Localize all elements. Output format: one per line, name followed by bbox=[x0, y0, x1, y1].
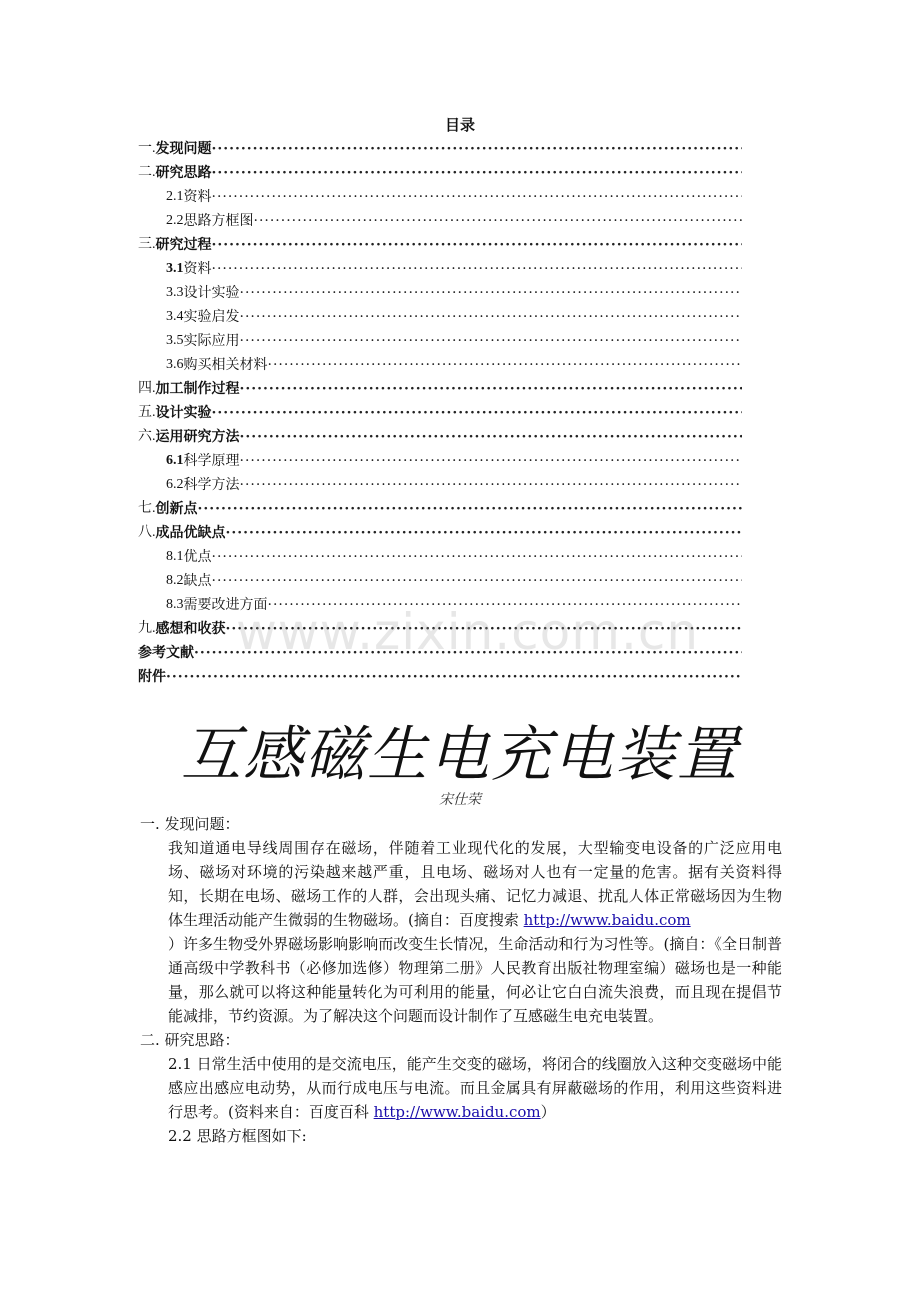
toc-entry[interactable] bbox=[138, 305, 742, 329]
toc-entry[interactable] bbox=[138, 329, 742, 353]
document-title: 互感磁生电充电装置 bbox=[181, 720, 739, 790]
section-2-paragraph bbox=[140, 1052, 782, 1124]
toc-entry[interactable] bbox=[138, 377, 742, 401]
toc-entry-label: 创新点 bbox=[155, 501, 198, 517]
toc-entry-number: 3.6 bbox=[166, 357, 184, 372]
toc-entry-label: 感想和收获 bbox=[155, 621, 226, 637]
toc-entry-number: 6.1 bbox=[166, 453, 184, 468]
toc-dot-leader bbox=[212, 137, 743, 161]
toc-entry-label: 资料 bbox=[183, 261, 212, 277]
toc-entry[interactable] bbox=[138, 425, 742, 449]
toc-dot-leader bbox=[240, 377, 743, 401]
toc-entry[interactable] bbox=[138, 521, 742, 545]
toc-entry-label: 设计实验 bbox=[155, 405, 212, 421]
baidu-link[interactable]: http://www.baidu.com bbox=[523, 911, 691, 929]
toc-entry-number: 6.2 bbox=[166, 477, 184, 492]
subsection-heading: 2.2 思路方框图如下: bbox=[168, 1127, 307, 1145]
toc-entry-number: 3.3 bbox=[166, 285, 184, 300]
toc-entry-number: 九. bbox=[138, 621, 156, 636]
toc-entry-number: 8.2 bbox=[166, 573, 184, 588]
baidu-baike-link[interactable]: http://www.baidu.com bbox=[373, 1103, 541, 1121]
toc-entry-number: 3.1 bbox=[166, 261, 184, 276]
toc-entry-label: 研究思路 bbox=[155, 165, 212, 181]
toc-entry-number: 四. bbox=[138, 381, 156, 396]
toc-entry-number: 八. bbox=[138, 525, 156, 540]
toc-dot-leader bbox=[268, 353, 743, 377]
toc-entry-label: 思路方框图 bbox=[183, 213, 254, 229]
toc-entry[interactable] bbox=[138, 257, 742, 281]
toc-entry[interactable] bbox=[138, 665, 742, 689]
toc-entry[interactable] bbox=[138, 185, 742, 209]
toc-entry[interactable] bbox=[138, 497, 742, 521]
toc-entry-number: 8.1 bbox=[166, 549, 184, 564]
toc-title: 目录 bbox=[444, 116, 475, 134]
toc-dot-leader bbox=[212, 161, 743, 185]
toc-entry[interactable] bbox=[138, 473, 742, 497]
toc-entry[interactable] bbox=[138, 353, 742, 377]
paragraph-text: ） bbox=[540, 1103, 556, 1121]
toc-entry[interactable] bbox=[138, 281, 742, 305]
toc-dot-leader bbox=[240, 473, 743, 497]
toc-entry-label: 运用研究方法 bbox=[155, 429, 240, 445]
toc-dot-leader bbox=[194, 641, 742, 665]
section-heading-1: 一. 发现问题： bbox=[140, 815, 240, 833]
toc-dot-leader bbox=[254, 209, 743, 233]
toc-entry-label: 成品优缺点 bbox=[155, 525, 226, 541]
toc-entry-label: 资料 bbox=[183, 189, 212, 205]
toc-entry-number: 一. bbox=[138, 141, 156, 156]
table-of-contents bbox=[138, 137, 742, 689]
watermark: www.zixin.com.cn bbox=[236, 603, 700, 661]
toc-entry-number: 七. bbox=[138, 501, 156, 516]
toc-entry-label: 加工制作过程 bbox=[155, 381, 240, 397]
toc-dot-leader bbox=[268, 593, 743, 617]
toc-entry-number: 2.1 bbox=[166, 189, 184, 204]
toc-entry[interactable] bbox=[138, 401, 742, 425]
toc-entry[interactable] bbox=[138, 641, 742, 665]
toc-entry-label: 缺点 bbox=[183, 573, 212, 589]
toc-entry[interactable] bbox=[138, 617, 742, 641]
toc-entry-label: 研究过程 bbox=[155, 237, 212, 253]
toc-entry[interactable] bbox=[138, 545, 742, 569]
toc-entry-number: 二. bbox=[138, 165, 156, 180]
toc-dot-leader bbox=[226, 521, 743, 545]
toc-entry-number: 2.2 bbox=[166, 213, 184, 228]
toc-entry[interactable] bbox=[138, 593, 742, 617]
toc-dot-leader bbox=[212, 185, 743, 209]
toc-entry-label: 优点 bbox=[183, 549, 212, 565]
toc-dot-leader bbox=[240, 329, 743, 353]
document-author: 宋仕荣 bbox=[439, 792, 481, 808]
toc-entry[interactable] bbox=[138, 137, 742, 161]
toc-dot-leader bbox=[212, 545, 743, 569]
toc-dot-leader bbox=[212, 401, 743, 425]
toc-entry-label: 购买相关材料 bbox=[183, 357, 268, 373]
document-body bbox=[140, 812, 782, 1148]
paragraph-text: 我知道通电导线周围存在磁场，伴随着工业现代化的发展，大型输变电设备的广泛应用电场、磁场对环境的污染越来越严重，且电场、磁场对人也有一定量的危害。据有关资料得知，长期在电场、磁场工作的人群，会出现头痛、记忆力减退、扰乱人体正常磁场因为生物体生理活动能产生微弱的生物磁场。(摘自：百度搜索 bbox=[168, 839, 782, 929]
toc-entry-label: 实验启发 bbox=[183, 309, 240, 325]
toc-dot-leader bbox=[212, 233, 743, 257]
toc-dot-leader bbox=[212, 257, 743, 281]
paragraph-text: ）许多生物受外界磁场影响影响而改变生长情况，生命活动和行为习性等。(摘自：《全日制普通高级中学教科书（必修加选修）物理第二册》人民教育出版社物理室编）磁场也是一种能量，那么就可以将这种能量转化为可利用的能量，何必让它白白流失浪费，而且现在提倡节能减排，节约资源。为了解决这个问题而设计制作了互感磁生电充电装置。 bbox=[168, 935, 782, 1025]
toc-dot-leader bbox=[166, 665, 742, 689]
toc-entry-label: 设计实验 bbox=[183, 285, 240, 301]
toc-entry-number: 8.3 bbox=[166, 597, 184, 612]
toc-entry-number: 六. bbox=[138, 429, 156, 444]
toc-entry-label: 发现问题 bbox=[155, 141, 212, 157]
toc-entry-label: 实际应用 bbox=[183, 333, 240, 349]
toc-entry-label: 附件 bbox=[138, 669, 166, 685]
toc-entry[interactable] bbox=[138, 161, 742, 185]
toc-dot-leader bbox=[240, 305, 743, 329]
toc-dot-leader bbox=[226, 617, 743, 641]
toc-entry[interactable] bbox=[138, 233, 742, 257]
toc-entry-number: 五. bbox=[138, 405, 156, 420]
toc-entry[interactable] bbox=[138, 569, 742, 593]
toc-entry[interactable] bbox=[138, 209, 742, 233]
toc-entry-label: 需要改进方面 bbox=[183, 597, 268, 613]
section-heading-2: 二. 研究思路： bbox=[140, 1031, 240, 1049]
toc-entry-number: 3.5 bbox=[166, 333, 184, 348]
toc-entry-number: 3.4 bbox=[166, 309, 184, 324]
paragraph-text: 2.1 日常生活中使用的是交流电压，能产生交变的磁场，将闭合的线圈放入这种交变磁场中能感应出感应电动势，从而行成电压与电流。而且金属具有屏蔽磁场的作用，利用这些资料进行思考。(资料来自：百度百科 bbox=[168, 1055, 782, 1121]
toc-dot-leader bbox=[240, 281, 743, 305]
toc-entry[interactable] bbox=[138, 449, 742, 473]
toc-dot-leader bbox=[240, 449, 743, 473]
toc-dot-leader bbox=[212, 569, 743, 593]
toc-dot-leader bbox=[198, 497, 743, 521]
toc-entry-label: 参考文献 bbox=[138, 645, 194, 661]
section-1-paragraph bbox=[140, 836, 782, 1028]
toc-entry-label: 科学方法 bbox=[183, 477, 240, 493]
toc-entry-number: 三. bbox=[138, 237, 156, 252]
toc-dot-leader bbox=[240, 425, 743, 449]
toc-entry-label: 科学原理 bbox=[183, 453, 240, 469]
